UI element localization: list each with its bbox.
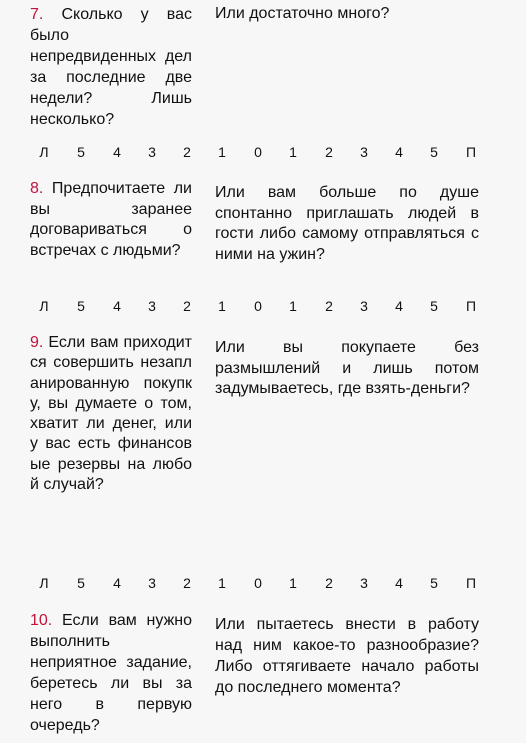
scale-mark[interactable]: 4 [113, 298, 121, 314]
question-right-text: Или достаточно много? [215, 5, 390, 22]
scale-mark[interactable]: 5 [430, 144, 438, 160]
question-right-text: Или вы покупаете без размышлений и лишь потом задумываетесь, где взять-деньги? [215, 339, 479, 397]
scale-mark[interactable]: 5 [77, 298, 85, 314]
scale-mark[interactable]: 2 [325, 298, 333, 314]
question-left-text [30, 4, 192, 130]
scale-mark[interactable]: 4 [395, 575, 403, 591]
scale-mark[interactable]: 1 [218, 144, 226, 160]
scale-mark[interactable]: 4 [395, 144, 403, 160]
scale-mark[interactable]: 1 [218, 575, 226, 591]
scale-mark[interactable]: 0 [254, 144, 262, 160]
scale-mark[interactable]: 5 [430, 575, 438, 591]
scale-mark[interactable]: 5 [77, 575, 85, 591]
answer-scale [0, 144, 526, 164]
question-number: 10. [30, 612, 53, 629]
question-right-text: Или вам больше по душе спонтанно приглашать людей в гости либо самому отправляться с ними на ужин? [215, 184, 479, 263]
question-left-text [30, 179, 192, 261]
question-left-text [30, 610, 192, 736]
scale-mark[interactable]: 2 [183, 144, 191, 160]
scale-mark[interactable]: 5 [430, 298, 438, 314]
question-left-text [30, 333, 192, 495]
scale-mark[interactable]: 5 [77, 144, 85, 160]
question-left-body: Если вам нужно выполнить неприятное задание, беретесь ли вы за него в первую очередь? [30, 612, 193, 734]
answer-scale [0, 298, 526, 318]
question-number: 7. [30, 6, 44, 23]
scale-mark[interactable]: 2 [325, 575, 333, 591]
scale-mark[interactable]: 3 [148, 575, 156, 591]
scale-mark[interactable]: 3 [360, 144, 368, 160]
question-number: 9. [30, 334, 44, 351]
scale-mark[interactable]: П [465, 575, 477, 591]
scale-mark[interactable]: 4 [113, 575, 121, 591]
scale-mark[interactable]: 3 [148, 144, 156, 160]
scale-mark[interactable]: 3 [148, 298, 156, 314]
scale-mark[interactable]: 0 [254, 575, 262, 591]
scale-mark[interactable]: 2 [183, 575, 191, 591]
answer-scale [0, 575, 526, 595]
scale-mark[interactable]: 1 [289, 298, 297, 314]
question-right-text: Или пытаетесь внести в работу над ним какое-то разнообразие? Либо оттягиваете начало работы до последнего момента? [215, 616, 479, 696]
scale-mark[interactable]: 4 [113, 144, 121, 160]
scale-mark[interactable]: П [465, 298, 477, 314]
scale-mark[interactable]: П [465, 144, 477, 160]
scale-mark[interactable]: 2 [183, 298, 191, 314]
scale-mark[interactable]: 3 [360, 298, 368, 314]
scale-mark[interactable]: 1 [218, 298, 226, 314]
scale-mark[interactable]: Л [39, 575, 49, 591]
scale-mark[interactable]: Л [39, 298, 49, 314]
question-left-body: Сколько у вас было непредвиденных дел за последние две недели? Лишь несколько? [30, 6, 192, 128]
scale-mark[interactable]: 4 [395, 298, 403, 314]
question-number: 8. [30, 180, 44, 197]
scale-mark[interactable]: 3 [360, 575, 368, 591]
scale-mark[interactable]: 1 [289, 144, 297, 160]
question-left-body: Если вам приходится совершить незапланированную покупку, вы думаете о том, хватит ли денег, или у вас есть финансовые резервы на любой случай? [30, 334, 193, 494]
scale-mark[interactable]: Л [39, 144, 49, 160]
question-left-body: Предпочитаете ли вы заранее договариваться о встречах с людьми? [30, 180, 192, 259]
scale-mark[interactable]: 1 [289, 575, 297, 591]
scale-mark[interactable]: 2 [325, 144, 333, 160]
scale-mark[interactable]: 0 [254, 298, 262, 314]
